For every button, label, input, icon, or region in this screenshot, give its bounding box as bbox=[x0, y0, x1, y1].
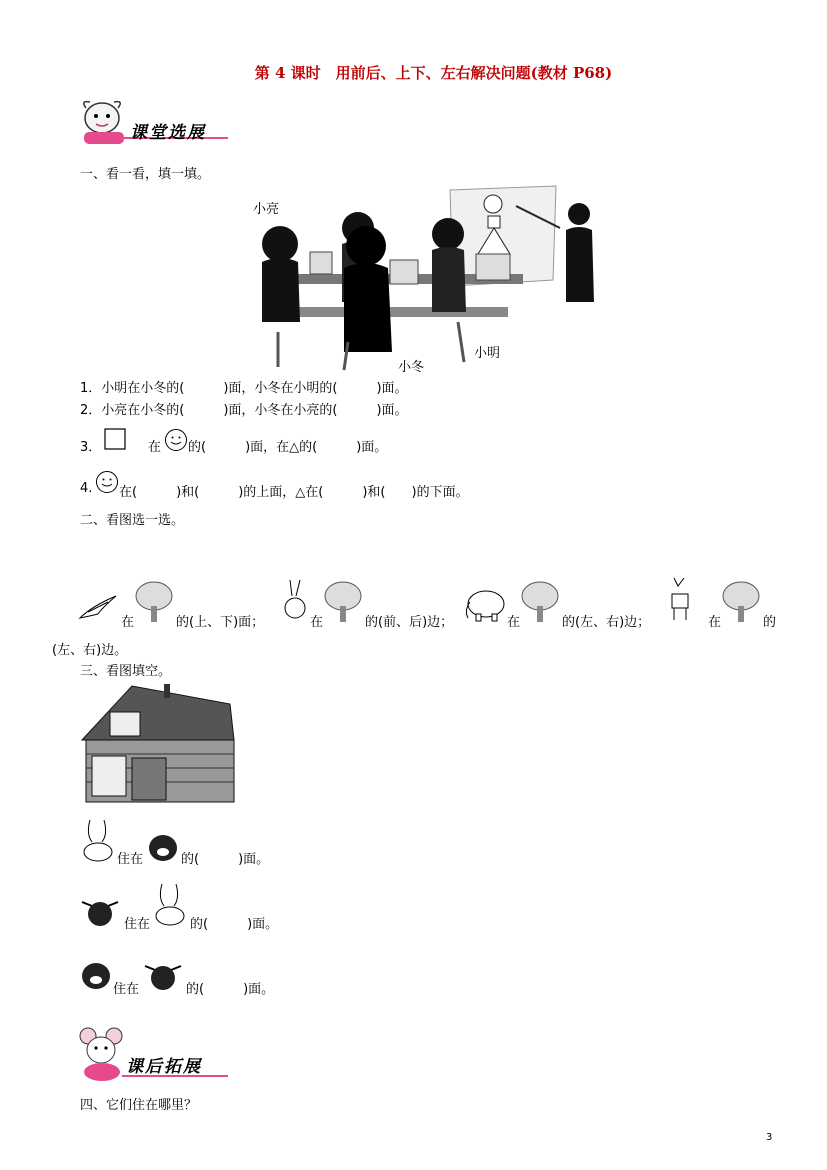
tree-icon bbox=[323, 580, 363, 624]
label-xiaodong: 小冬 bbox=[398, 360, 425, 375]
line1-position: 的( )面。 bbox=[181, 852, 270, 867]
badge-label: 课后拓展 bbox=[126, 1057, 202, 1077]
choice-3-post: 的(左、右)边； bbox=[562, 615, 651, 630]
choice-2-post: 的(前、后)边； bbox=[365, 615, 454, 630]
section4-heading: 四、它们住在哪里？ bbox=[80, 1098, 198, 1113]
choice-4-pre: 在 bbox=[708, 615, 722, 630]
page-number: 3 bbox=[766, 1132, 773, 1143]
bird-icon bbox=[78, 592, 118, 622]
section3-heading: 三、看图填空。 bbox=[80, 664, 172, 679]
section2-heading: 二、看图选一选。 bbox=[80, 513, 185, 528]
smiley-icon bbox=[95, 470, 119, 494]
pig-face-icon bbox=[147, 830, 179, 864]
question-3-number: 3． bbox=[80, 440, 102, 455]
badge-label: 课堂选展 bbox=[130, 123, 206, 143]
house-illustration-icon bbox=[80, 682, 236, 804]
label-xiaoming: 小明 bbox=[474, 346, 501, 361]
question-3-part-b: 的( )面，在△的( )面。 bbox=[188, 440, 388, 455]
choice-1-post: 的(上、下)面； bbox=[176, 615, 265, 630]
pig-face-icon bbox=[80, 958, 112, 992]
classroom-figure bbox=[248, 182, 568, 375]
question-3-part-a: 在 bbox=[148, 440, 162, 455]
section-badge-after-class bbox=[78, 1026, 228, 1084]
section1-heading: 一、看一看，填一填。 bbox=[80, 167, 211, 182]
choice-4-tail: (左、右)边。 bbox=[52, 643, 128, 658]
classroom-illustration-icon bbox=[248, 182, 568, 372]
rabbit-face-icon bbox=[152, 882, 188, 928]
page-title: 第 4 课时 用前后、上下、左右解决问题(教材 P68) bbox=[254, 64, 613, 82]
line3-live-in: 住在 bbox=[113, 982, 140, 997]
deer-icon bbox=[666, 576, 694, 622]
question-4-text: 在( )和( )的上面，△在( )和( )的下面。 bbox=[119, 485, 469, 500]
tree-icon bbox=[134, 580, 174, 624]
section-badge-class bbox=[78, 96, 228, 148]
line2-live-in: 住在 bbox=[124, 917, 151, 932]
choice-3-pre: 在 bbox=[507, 615, 521, 630]
elephant-icon bbox=[462, 588, 506, 622]
choice-2-pre: 在 bbox=[310, 615, 324, 630]
cow-face-icon bbox=[80, 896, 120, 928]
question-4-number: 4. bbox=[80, 481, 93, 496]
line1-live-in: 住在 bbox=[117, 852, 144, 867]
square-icon bbox=[104, 428, 126, 450]
tree-icon bbox=[721, 580, 761, 624]
question-2: 2．小亮在小冬的( )面，小冬在小亮的( )面。 bbox=[80, 403, 408, 418]
tree-icon bbox=[520, 580, 560, 624]
choice-1-pre: 在 bbox=[121, 615, 135, 630]
choice-4-post: 的 bbox=[763, 615, 777, 630]
cow-face-icon bbox=[143, 960, 183, 992]
line3-position: 的( )面。 bbox=[186, 982, 275, 997]
rabbit-icon bbox=[280, 578, 310, 622]
smiley-icon bbox=[164, 428, 188, 452]
line2-position: 的( )面。 bbox=[190, 917, 279, 932]
rabbit-face-icon bbox=[80, 818, 116, 864]
label-xiaoliang: 小亮 bbox=[253, 202, 280, 217]
question-1: 1．小明在小冬的( )面，小冬在小明的( )面。 bbox=[80, 381, 408, 396]
